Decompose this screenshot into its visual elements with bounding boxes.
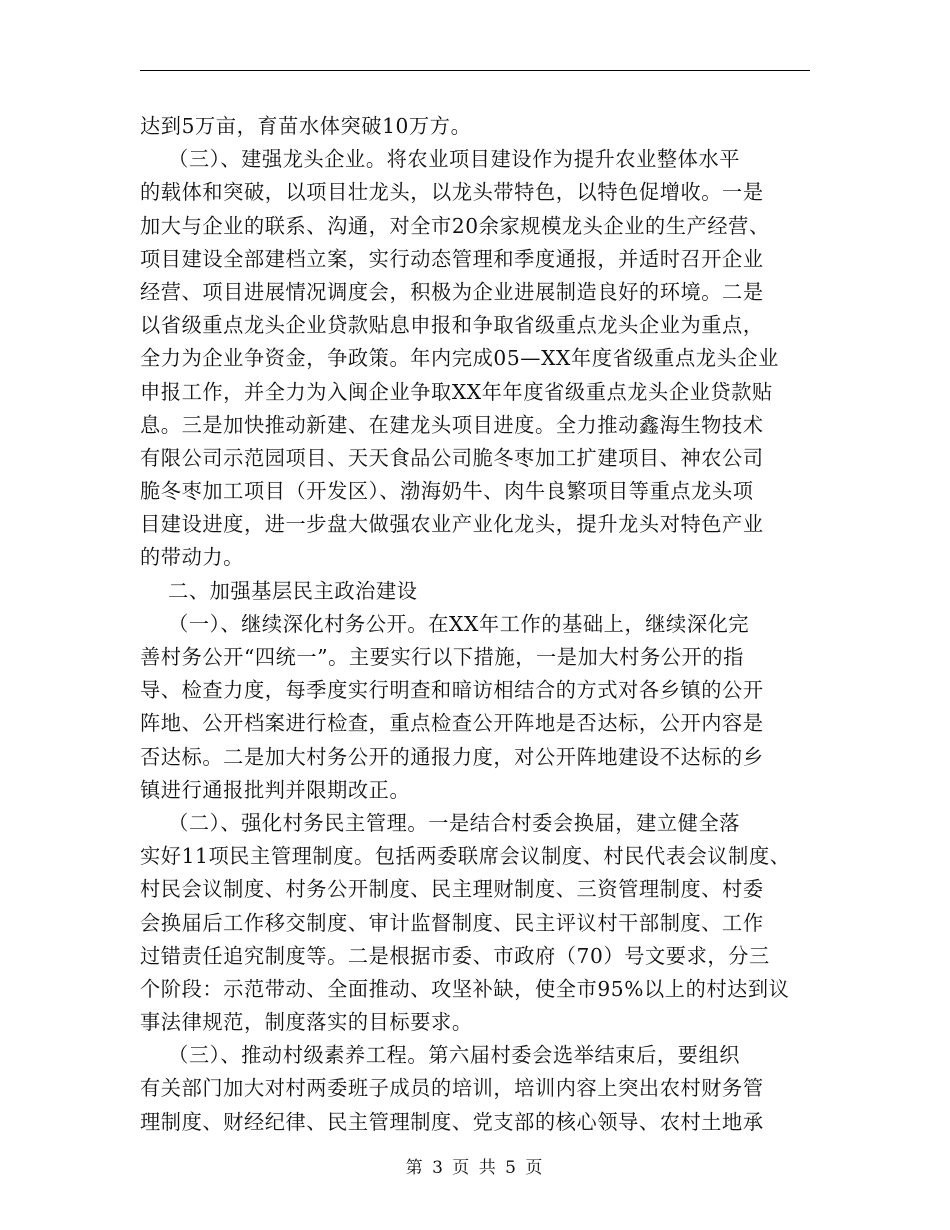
text-line: 的带动力。 [140, 545, 244, 570]
text-line: 过错责任追究制度等。二是根据市委、市政府（70）号文要求，分三 [140, 943, 770, 968]
text-line: 以省级重点龙头企业贷款贴息申报和争取省级重点龙头企业为重点， [140, 313, 764, 338]
text-line: 达到5万亩，育苗水体突破10万方。 [140, 114, 472, 138]
text-line: 有限公司示范园项目、天天食品公司脆冬枣加工扩建项目、神农公司 [140, 445, 764, 470]
text-line: （三）、推动村级素养工程。第六届村委会选举结束后，要组织 [140, 1043, 741, 1068]
text-line: 村民会议制度、村务公开制度、民主理财制度、三资管理制度、村委 [140, 877, 764, 902]
text-line: 导、检查力度，每季度实行明查和暗访相结合的方式对各乡镇的公开 [140, 678, 764, 703]
text-line: 息。三是加快推动新建、在建龙头项目进度。全力推动鑫海生物技术 [140, 412, 764, 437]
text-line: （一）、继续深化村务公开。在XX年工作的基础上，继续深化完 [140, 611, 750, 636]
text-line: 实好11项民主管理制度。包括两委联席会议制度、村民代表会议制度、 [140, 844, 791, 869]
text-line: 项目建设全部建档立案，实行动态管理和季度通报，并适时召开企业 [140, 246, 764, 271]
text-line: （二）、强化村务民主管理。一是结合村委会换届，建立健全落 [140, 810, 741, 835]
text-line: 申报工作，并全力为入闽企业争取XX年年度省级重点龙头企业贷款贴 [140, 379, 773, 404]
document-body [140, 110, 812, 1139]
text-line: 全力为企业争资金，争政策。年内完成05—XX年度省级重点龙头企业 [140, 346, 779, 371]
text-line: （三）、建强龙头企业。将农业项目建设作为提升农业整体水平 [140, 147, 741, 172]
header-rule [140, 70, 810, 71]
text-line: 个阶段：示范带动、全面推动、攻坚补缺，使全市95%以上的村达到议 [140, 976, 790, 1001]
text-line: 否达标。二是加大村务公开的通报力度，对公开阵地建设不达标的乡 [140, 744, 764, 769]
text-line: 有关部门加大对村两委班子成员的培训，培训内容上突出农村财务管 [140, 1076, 764, 1101]
text-line: 经营、项目进展情况调度会，积极为企业进展制造良好的环境。二是 [140, 279, 764, 304]
text-line: 的载体和突破，以项目壮龙头，以龙头带特色，以特色促增收。一是 [140, 180, 764, 205]
text-line: 理制度、财经纪律、民主管理制度、党支部的核心领导、农村土地承 [140, 1109, 764, 1134]
text-line: 加大与企业的联系、沟通，对全市20余家规模龙头企业的生产经营、 [140, 213, 770, 238]
text-line: 镇进行通报批判并限期改正。 [140, 777, 411, 802]
page-footer: 第 3 页 共 5 页 [405, 1158, 545, 1178]
section-heading: 二、加强基层民主政治建设 [140, 578, 418, 603]
text-line: 阵地、公开档案进行检查，重点检查公开阵地是否达标，公开内容是 [140, 711, 764, 736]
text-line: 脆冬枣加工项目（开发区）、渤海奶牛、肉牛良繁项目等重点龙头项 [140, 479, 754, 504]
text-line: 善村务公开“四统一”。主要实行以下措施，一是加大村务公开的指 [140, 645, 744, 669]
text-line: 目建设进度，进一步盘大做强农业产业化龙头，提升龙头对特色产业 [140, 512, 764, 537]
text-line: 会换届后工作移交制度、审计监督制度、民主评议村干部制度、工作 [140, 910, 764, 935]
text-line: 事法律规范，制度落实的目标要求。 [140, 1010, 473, 1035]
